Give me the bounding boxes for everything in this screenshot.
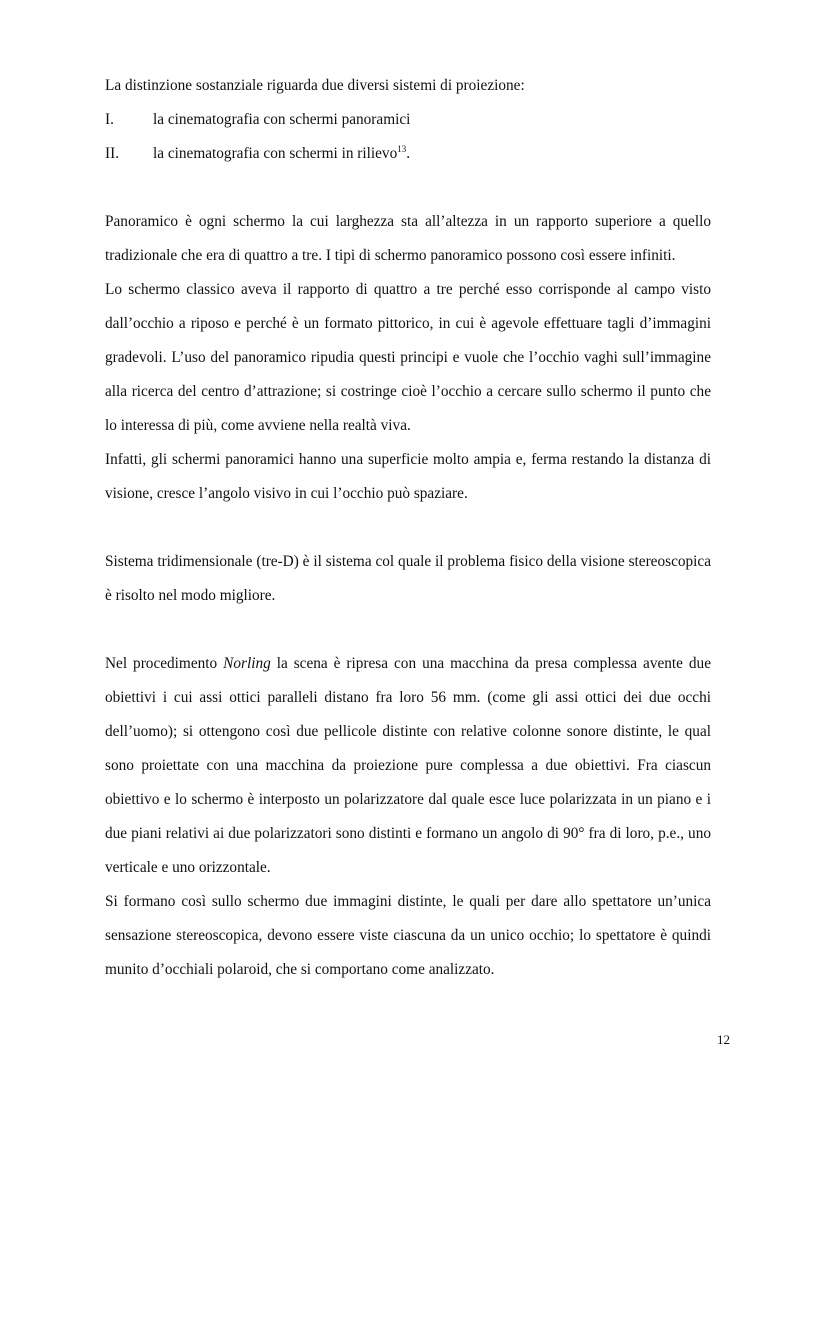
paragraph-gap <box>105 613 711 647</box>
polaroid-paragraph: Si formano così sullo schermo due immagini distinte, le quali per dare allo spettatore un’unica sensazione stereoscopica, devono essere viste ciascuna da un unico occhio; lo spettatore è quindi munito d’occhiali polaroid, che si comportano come analizzato. <box>105 893 711 978</box>
list-item-text: la cinematografia con schermi panoramici <box>153 111 411 128</box>
panoramic-angle-paragraph: Infatti, gli schermi panoramici hanno una superficie molto ampia e, ferma restando la distanza di visione, cresce l’angolo visivo in cui l’occhio può spaziare. <box>105 451 711 502</box>
page-number: 12 <box>717 1032 730 1047</box>
list-item-text: la cinematografia con schermi in rilievo$^{13}$. <box>153 144 411 162</box>
panoramic-definition-paragraph: Panoramico è ogni schermo la cui larghezza sta all’altezza in un rapporto superiore a quello tradizionale che era di quattro a tre. I tipi di schermo panoramico possono così essere infiniti. <box>105 213 711 264</box>
three-d-paragraph: Sistema tridimensionale (tre-D) è il sistema col quale il problema fisico della visione stereoscopica è risolto nel modo migliore. <box>105 553 711 604</box>
norling-paragraph: Nel procedimento Norling la scena è ripresa con una macchina da presa complessa avente due obiettivi i cui assi ottici paralleli distano fra loro 56 mm. (come gli assi ottici dei due occhi dell’uomo); si ottengono così due pellicole distinte con relative colonne sonore distinte, le qual sono proiettate con una macchina da proiezione pure complessa a due obiettivi. Fra ciascun obiettivo e lo schermo è interposto un polarizzatore dal quale esce luce polarizzata in un piano e i due piani relativi ai due polarizzatori sono distinti e formano un angolo di 90° fra di loro, p.e., uno verticale e uno orizzontale. <box>105 655 711 876</box>
list-item-number: I. <box>105 111 114 128</box>
list-item-number: II. <box>105 145 120 162</box>
list-item <box>105 137 711 171</box>
norling-term: Norling <box>223 655 271 672</box>
body-text <box>105 69 711 987</box>
paragraph-gap <box>105 171 711 205</box>
classic-screen-paragraph: Lo schermo classico aveva il rapporto di quattro a tre perché esso corrisponde al campo visto dall’occhio a riposo e perché è un formato pittorico, in cui è agevole effettuare tagli d’immagini gradevoli. L’uso del panoramico ripudia questi principi e vuole che l’occhio vaghi sull’immagine alla ricerca del centro d’attrazione; si costringe cioè l’occhio a cercare sullo schermo il punto che lo interessa di più, come avviene nella realtà viva. <box>105 281 711 434</box>
list-item <box>105 103 711 137</box>
footnote-reference: 13 <box>397 144 407 154</box>
intro-paragraph: La distinzione sostanziale riguarda due diversi sistemi di proiezione: <box>105 77 525 94</box>
paragraph-gap <box>105 511 711 545</box>
projection-systems-list <box>105 103 711 171</box>
